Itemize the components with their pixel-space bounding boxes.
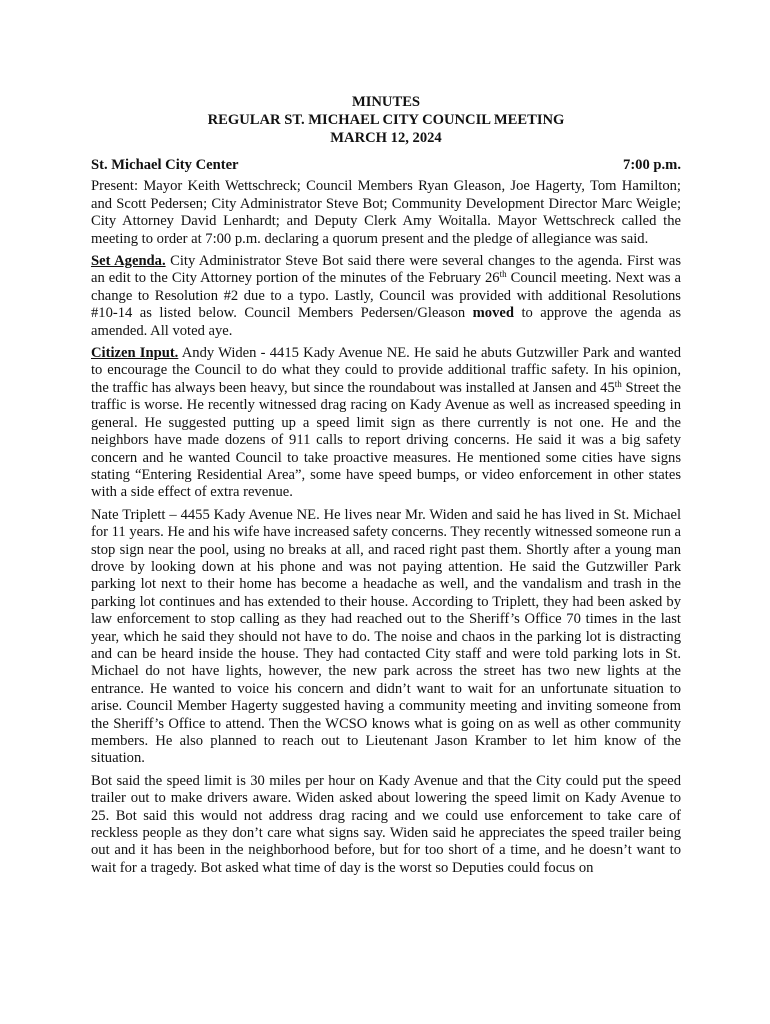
citizen-input-heading: Citizen Input. [91,345,179,362]
meeting-date: MARCH 12, 2024 [330,130,442,146]
minutes-document [91,93,681,877]
ordinal-suffix: th [499,269,507,280]
triplett-paragraph: Nate Triplett – 4455 Kady Avenue NE. He lives near Mr. Widen and said he has lived in St. Michael for 11 years. He and his wife have increased safety concerns. They recently witnessed someone run a stop sign near the pool, using no breaks at all, and raced right past them. Shortly after a young man drove by looking down at his phone and was not paying attention. He said the Gutzwiller Park parking lot next to their home has become a headache as well, and the vandalism and trash in the parking lot continues and has extended to their house. According to Triplett, they had been asked by law enforcement to stop calling as they had reached out to the Sheriff’s Office 70 times in the last year, which he said they should not have to do. The noise and chaos in the parking lot is distracting and can be heard inside the house. They had contacted City staff and were told parking lots in St. Michael do not have lights, however, the new park across the street has two new lights at the entrance. He wanted to voice his concern and didn’t want to wait for an unfortunate situation to arise. Council Member Hagerty suggested having a community meeting and inviting someone from the Sheriff’s Office to attend. Then the WCSO knows what is going on as well as other community members. He also planned to reach out to Lieutenant Jason Kramber to let him know of the situation. [91,506,682,767]
meeting-name: REGULAR ST. MICHAEL CITY COUNCIL MEETING [207,112,565,128]
set-agenda-text-a: City Administrator Steve Bot said there were several changes to the agenda. First was an edit to the City Attorney portion of the minutes of the February 26 [91,253,681,287]
location-row [91,157,681,174]
set-agenda-heading: Set Agenda. [91,253,166,270]
meeting-time: 7:00 p.m. [623,157,681,173]
citizen-input-text-b: Street the traffic is worse. He recently witnessed drag racing on Kady Avenue as well as increased speeding in general. He suggested putting up a speed limit sign as there currently is not one. He and the neighbors have made dozens of 911 calls to report driving concerns. He said it was a big safety concern and he wanted Council to take proactive measures. He mentioned some cities have signs stating “Entering Residential Area”, some have speed bumps, or video enforcement in other states with a side effect of extra revenue. [91,379,682,501]
attendance-paragraph: Present: Mayor Keith Wettschreck; Council Members Ryan Gleason, Joe Hagerty, Tom Hamilton; and Scott Pedersen; City Administrator Steve Bot; Community Development Director Marc Weigle; City Attorney David Lenhardt; and Deputy Clerk Amy Woitalla. Mayor Wettschreck called the meeting to order at 7:00 p.m. declaring a quorum present and the pledge of allegiance was said. [91,178,681,247]
bot-paragraph: Bot said the speed limit is 30 miles per hour on Kady Avenue and that the City could put the speed trailer out to make drivers aware. Widen asked about lowering the speed limit on Kady Avenue to 25. Bot said this would not address drag racing and we could use enforcement to take care of reckless people as they don’t care what signs say. Widen said he appreciates the speed trailer being out and it has been in the neighborhood before, but for too short of a time, and he doesn’t want to wait for a tragedy. Bot asked what time of day is the worst so Deputies could focus on [91,772,681,876]
document-title: MINUTES [351,94,421,110]
set-agenda-text-b: Council meeting. Next was a change to Resolution #2 due to a typo. Lastly, Council was provided with additional Resolutions #10-14 as listed below. Council Members Pedersen/Gleason [91,270,682,322]
ordinal-suffix: th [614,378,622,389]
citizen-input-text-a: Andy Widen - 4415 Kady Avenue NE. He said he abuts Gutzwiller Park and wanted to encourage the Council to do what they could to provide additional traffic safety. In his opinion, the traffic has always been heavy, but since the roundabout was installed at Jansen and 45 [91,345,682,396]
set-agenda-paragraph [91,253,681,340]
document-header [91,93,681,147]
citizen-input-paragraph [91,345,681,502]
set-agenda-text-c: to approve the agenda as amended. All voted aye. [91,305,681,339]
meeting-location: St. Michael City Center [91,157,239,173]
moved-keyword: moved [472,305,514,322]
